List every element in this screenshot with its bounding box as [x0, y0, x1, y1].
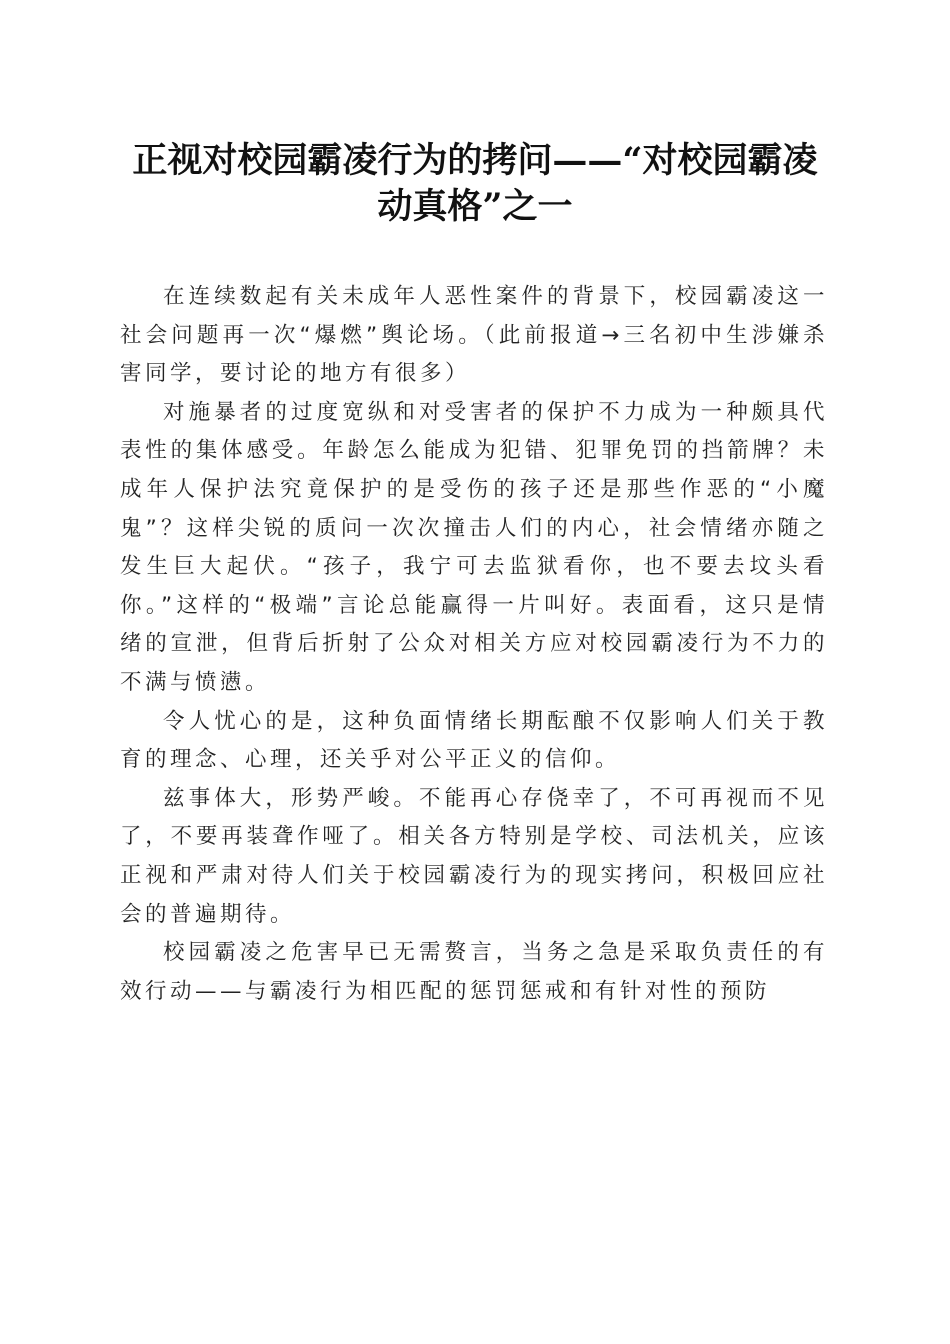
article-title: 正视对校园霸凌行为的拷问——“对校园霸凌动真格”之一 — [132, 140, 818, 227]
article-body — [120, 278, 828, 1011]
paragraph-3: 令人忧心的是，这种负面情绪长期酝酿不仅影响人们关于教育的理念、心理，还关乎对公平正义的信仰。 — [120, 708, 828, 773]
paragraph-4: 兹事体大，形势严峻。不能再心存侥幸了，不可再视而不见了，不要再装聋作哑了。相关各方特别是学校、司法机关，应该正视和严肃对待人们关于校园霸凌行为的现实拷问，积极回应社会的普遍期待。 — [120, 785, 828, 927]
paragraph-1: 在连续数起有关未成年人恶性案件的背景下，校园霸凌这一社会问题再一次“爆燃”舆论场。（此前报道→三名初中生涉嫌杀害同学，要讨论的地方有很多） — [120, 284, 828, 387]
paragraph-2: 对施暴者的过度宽纵和对受害者的保护不力成为一种颇具代表性的集体感受。年龄怎么能成为犯错、犯罪免罚的挡箭牌？未成年人保护法究竟保护的是受伤的孩子还是那些作恶的“小魔鬼”？这样尖锐的质问一次次撞击人们的内心，社会情绪亦随之发生巨大起伏。“孩子，我宁可去监狱看你，也不要去坟头看你。”这样的“极端”言论总能赢得一片叫好。表面看，这只是情绪的宣泄，但背后折射了公众对相关方应对校园霸凌行为不力的不满与愤懑。 — [120, 399, 828, 695]
paragraph-5: 校园霸凌之危害早已无需赘言，当务之急是采取负责任的有效行动——与霸凌行为相匹配的惩罚惩戒和有针对性的预防 — [120, 940, 828, 1004]
